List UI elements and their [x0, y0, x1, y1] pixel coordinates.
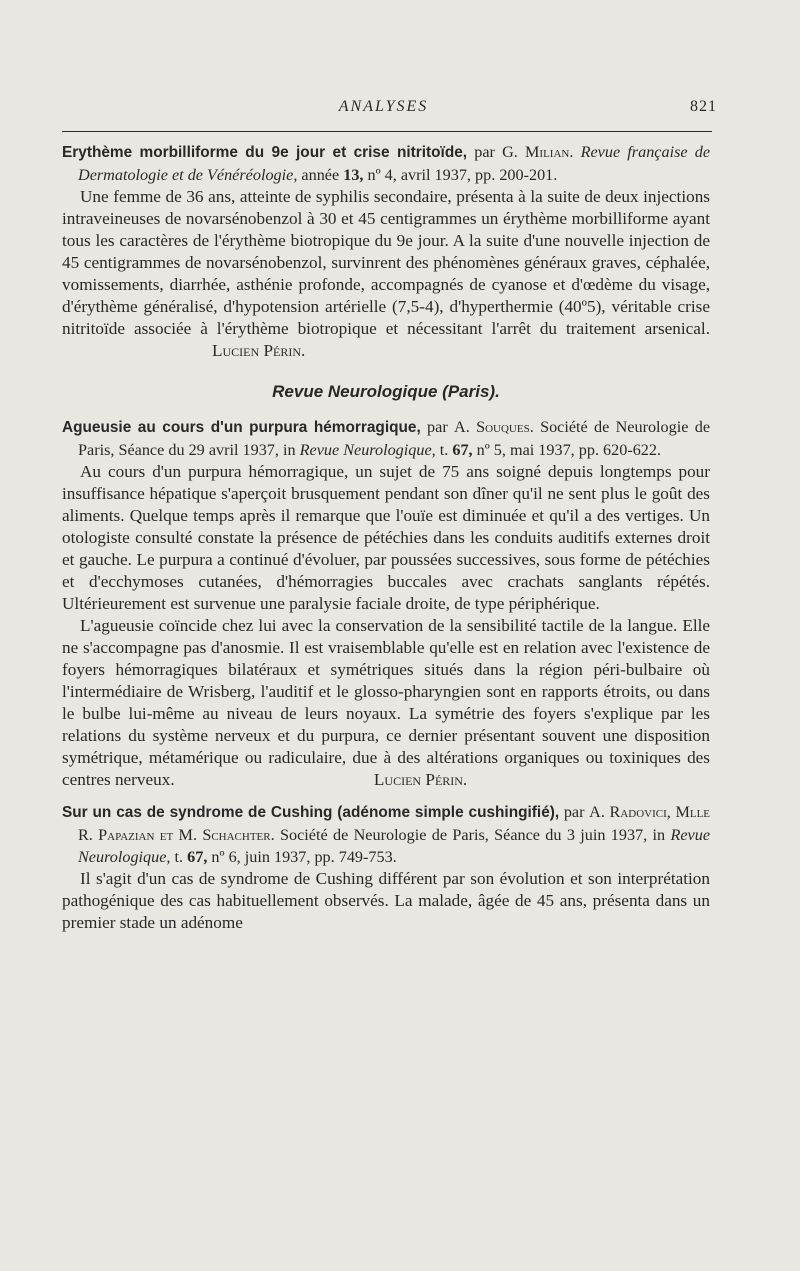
entry-3-by: par [563, 803, 585, 821]
entry-2-title: Agueusie au cours d'un purpura hémorragique, [62, 419, 421, 436]
entry-2-by: par [427, 418, 448, 436]
entry-2-author: A. Souques. [454, 418, 534, 436]
entry-2-body-1: Au cours d'un purpura hémorragique, un sujet de 75 ans soigné depuis longtemps pour insuffisance hépatique s'aperçoit brusquement pendant son dîner qu'il ne sent plus le goût des aliments. Quelque temps après il remarque que l'ouïe est diminuée et qu'il a des vertiges. Un otologiste consulté constate la présence de pétéchies dans les conduits auditifs externes droit et gauche. Le purpura a continué d'évoluer, par poussées successives, sous forme de pétéchies et d'ecchymoses cutanées, d'hémorragies buccales avec crachats sanglants répétés. Ultérieurement est survenue une paralysie faciale droite, de type périphérique. [62, 462, 710, 613]
entry-2-journal: Revue Neurologique, [299, 441, 436, 459]
entry-1-heading [62, 141, 710, 186]
entry-1-author: G. Milian. [502, 143, 574, 161]
page-content [62, 141, 710, 934]
section-title: Revue Neurologique (Paris). [272, 382, 500, 401]
spacer [62, 791, 710, 801]
page-number: 821 [690, 98, 717, 115]
entry-1-journal: Revue française de Dermatologie et de Vénéréologie, [78, 143, 711, 184]
entry-3-body: Il s'agit d'un cas de syndrome de Cushing différent par son évolution et son interprétation pathogénique des cas habituellement observés. La malade, âgée de 45 ans, présenta dans un premier stade un adénome [62, 869, 710, 932]
entry-2-vol: 67, [452, 441, 473, 459]
entry-2-heading [62, 416, 710, 461]
entry-3-vol-label: t. [174, 848, 184, 866]
entry-1-title: Erythème morbilliforme du 9e jour et crise nitritoïde, [62, 144, 468, 161]
entry-2-body-2 [62, 615, 710, 791]
entry-1-signature: Lucien Périn. [212, 341, 306, 360]
entry-2-society: Société de Neurologie de Paris, Séance du 29 avril 1937, in [78, 418, 711, 459]
entry-1-issue: nº 4, avril 1937, [367, 166, 471, 184]
entry-2-vol-label: t. [439, 441, 449, 459]
running-title: ANALYSES [338, 98, 429, 115]
entry-3-issue: nº 6, juin 1937, pp. 749-753. [211, 848, 397, 866]
entry-1-pages: pp. 200-201. [475, 166, 558, 184]
entry-2-signature: Lucien Périn. [373, 770, 468, 789]
entry-1-body-text: Une femme de 36 ans, atteinte de syphilis secondaire, présenta à la suite de deux injections intraveineuses de novarsénobenzol à 30 et 45 centigrammes un érythème morbilliforme ayant tous les caractères de l'érythème biotropique du 9e jour. A la suite d'une nouvelle injection de 45 centigrammes de novarsénobenzol, survinrent des phénomènes généraux graves, céphalée, vomissements, diarrhée, asthénie profonde, accompagnés de cyanose et d'œdème du visage, d'érythème généralisé, d'hypotension artérielle (7,5-4), d'hyperthermie (40º5), véritable crise nitritoïde associée à l'érythème biotropique et nécessitant l'arrêt du traitement arsenical. [62, 187, 710, 338]
entry-1-by: par [474, 143, 495, 161]
entry-3-heading [62, 801, 710, 868]
entry-3-vol: 67, [187, 848, 208, 866]
entry-3-society: Société de Neurologie de Paris, Séance du 3 juin 1937, in [280, 826, 666, 844]
entry-1-year-num: 13, [343, 166, 364, 184]
entry-2-issue: nº 5, mai 1937, pp. 620-622. [476, 441, 662, 459]
entry-3-title: Sur un cas de syndrome de Cushing (adénome simple cushingifié), [62, 804, 560, 821]
header-rule [62, 131, 712, 132]
page-header [62, 98, 717, 124]
entry-1-body [62, 186, 710, 362]
entry-2-body-2-text: L'agueusie coïncide chez lui avec la conservation de la sensibilité tactile de la langue. Elle ne s'accompagne pas d'anosmie. Il est vraisemblable qu'elle est en relation avec l'existence de foyers hémorragiques bilatéraux et symétriques situés dans la région péri-bulbaire où l'intermédiaire de Wrisberg, l'auditif et le glosso-pharyngien sont en rapports étroits, ou dans le bulbe lui-même au niveau de leurs noyaux. La symétrie des foyers s'explique par les relations du système nerveux et du purpura, ce dernier présentant souvent une disposition symétrique, métamérique ou radiculaire, due à des altérations organiques ou toxiniques des centres nerveux. [62, 616, 710, 789]
entry-3-journal: Revue Neurologique, [78, 826, 711, 866]
entry-3-authors: A. Radovici, Mlle R. Papazian et M. Schachter. [78, 803, 711, 844]
entry-1-year-label: année [301, 166, 340, 184]
